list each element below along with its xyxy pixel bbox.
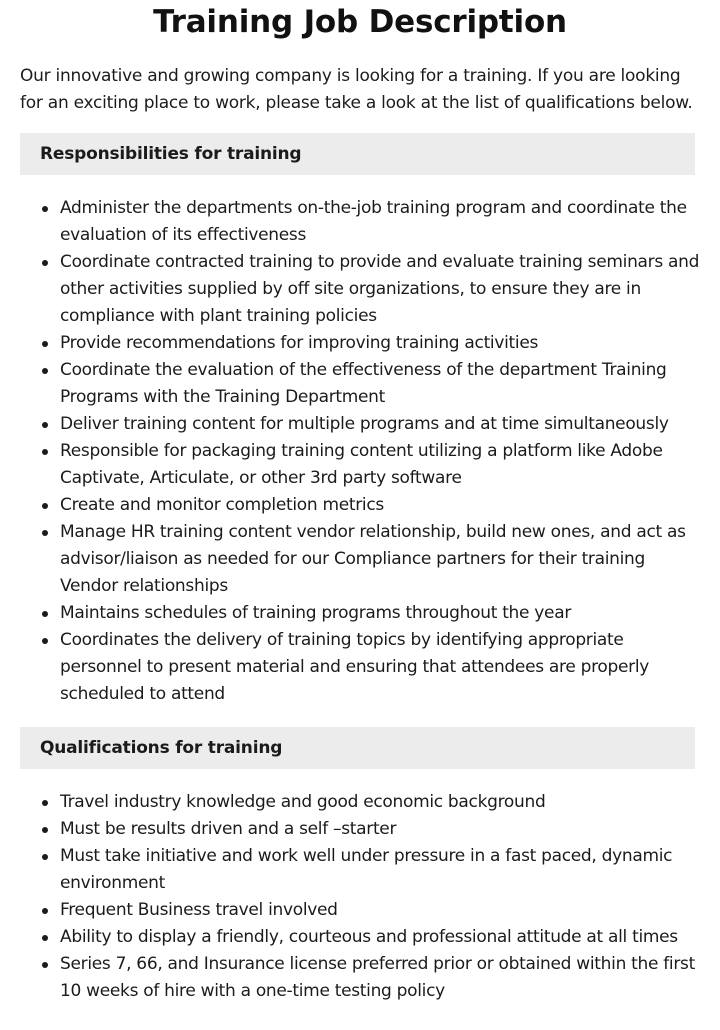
responsibility-item	[40, 249, 700, 330]
bullet-icon	[42, 260, 48, 266]
bullet-icon	[42, 611, 48, 617]
qualification-item-text: Must take initiative and work well under pressure in a fast paced, dynamic environment	[60, 846, 673, 893]
qualification-item	[40, 816, 700, 843]
bullet-icon	[42, 422, 48, 428]
responsibility-item	[40, 330, 700, 357]
qualification-item	[40, 789, 700, 816]
bullet-icon	[42, 206, 48, 212]
bullet-icon	[42, 341, 48, 347]
responsibility-item	[40, 519, 700, 600]
qualification-item	[40, 843, 700, 897]
responsibility-item-text: Coordinate the evaluation of the effectiveness of the department Training Programs with the Training Department	[60, 360, 667, 407]
responsibility-item-text: Deliver training content for multiple programs and at time simultaneously	[60, 414, 669, 434]
bullet-icon	[42, 368, 48, 374]
responsibility-item-text: Administer the departments on-the-job training program and coordinate the evaluation of its effectiveness	[60, 198, 687, 245]
qualification-item	[40, 951, 700, 1005]
bullet-icon	[42, 827, 48, 833]
responsibility-item	[40, 357, 700, 411]
responsibility-item	[40, 438, 700, 492]
bullet-icon	[42, 530, 48, 536]
qualification-item-text: Ability to display a friendly, courteous and professional attitude at all times	[60, 927, 678, 947]
bullet-icon	[42, 908, 48, 914]
bullet-icon	[42, 854, 48, 860]
bullet-icon	[42, 503, 48, 509]
responsibility-item-text: Responsible for packaging training content utilizing a platform like Adobe Captivate, Articulate, or other 3rd party software	[60, 441, 663, 488]
qualification-item-text: Series 7, 66, and Insurance license preferred prior or obtained within the first 10 weeks of hire with a one-time testing policy	[60, 954, 695, 1001]
responsibilities-list	[40, 195, 700, 708]
responsibility-item	[40, 411, 700, 438]
responsibility-item-text: Coordinate contracted training to provide and evaluate training seminars and other activities supplied by off site organizations, to ensure they are in compliance with plant training policies	[60, 252, 700, 326]
page-title: Training Job Description	[153, 4, 567, 40]
bullet-icon	[42, 449, 48, 455]
qualifications-list	[40, 789, 700, 1005]
responsibility-item-text: Create and monitor completion metrics	[60, 495, 384, 515]
responsibility-item-text: Maintains schedules of training programs throughout the year	[60, 603, 572, 623]
qualifications-heading: Qualifications for training	[20, 727, 695, 769]
bullet-icon	[42, 935, 48, 941]
qualification-item	[40, 897, 700, 924]
responsibilities-heading: Responsibilities for training	[20, 133, 695, 175]
bullet-icon	[42, 638, 48, 644]
responsibility-item	[40, 600, 700, 627]
bullet-icon	[42, 800, 48, 806]
bullet-icon	[42, 962, 48, 968]
qualification-item-text: Frequent Business travel involved	[60, 900, 338, 920]
qualification-item	[40, 924, 700, 951]
qualification-item-text: Must be results driven and a self –starter	[60, 819, 397, 839]
responsibility-item-text: Coordinates the delivery of training topics by identifying appropriate personnel to present material and ensuring that attendees are properly scheduled to attend	[60, 630, 650, 704]
responsibility-item	[40, 195, 700, 249]
responsibility-item	[40, 492, 700, 519]
intro-paragraph: Our innovative and growing company is looking for a training. If you are looking for an exciting place to work, please take a look at the list of qualifications below.	[20, 66, 693, 113]
responsibility-item-text: Provide recommendations for improving training activities	[60, 333, 539, 353]
responsibility-item-text: Manage HR training content vendor relationship, build new ones, and act as advisor/liaison as needed for our Compliance partners for their training Vendor relationships	[60, 522, 686, 596]
qualification-item-text: Travel industry knowledge and good economic background	[60, 792, 546, 812]
responsibility-item	[40, 627, 700, 708]
